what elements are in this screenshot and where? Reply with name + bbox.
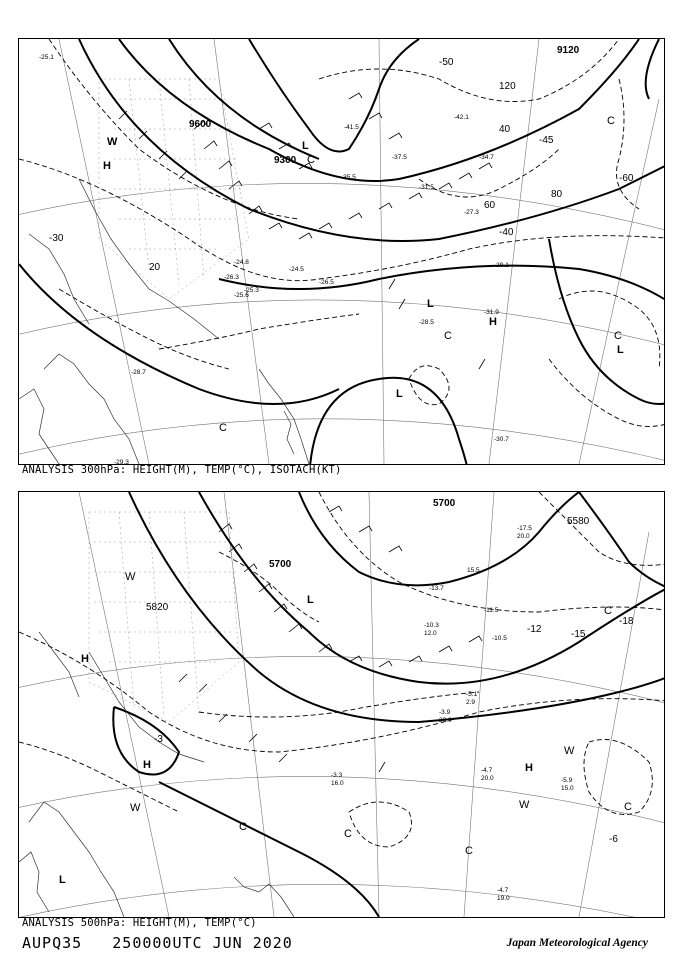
isotach-label: 80 bbox=[551, 189, 563, 200]
height-contour-label: 5700 bbox=[269, 559, 292, 570]
height-contours bbox=[113, 492, 664, 917]
analysis-300hpa-map bbox=[18, 38, 665, 465]
coastline bbox=[19, 179, 309, 464]
station-obs: -31.9 bbox=[484, 309, 499, 316]
station-obs: -10.5 bbox=[492, 635, 507, 642]
temperature-label: -3 bbox=[154, 734, 163, 745]
cold-center: C bbox=[239, 821, 247, 833]
station-obs: -28.7 bbox=[131, 369, 146, 376]
warm-center: W bbox=[107, 136, 118, 148]
station-obs: -24.8 bbox=[234, 259, 249, 266]
high-center: H bbox=[103, 160, 111, 172]
wind-barbs bbox=[119, 93, 492, 369]
bulletin-valid-time: 250000UTC JUN 2020 bbox=[112, 934, 293, 952]
station-obs: -11.5 bbox=[484, 607, 499, 614]
temperature-label: -18 bbox=[619, 616, 634, 627]
station-obs: -3.9 bbox=[439, 709, 451, 716]
warm-center: W bbox=[130, 802, 141, 814]
station-obs: -4.7 bbox=[497, 887, 509, 894]
low-center: L bbox=[59, 874, 66, 886]
isotherms bbox=[19, 39, 664, 427]
agency-name: Japan Meteorological Agency bbox=[506, 937, 648, 949]
warm-center: W bbox=[564, 745, 575, 757]
station-obs: -3.3 bbox=[331, 772, 343, 779]
systems-500 bbox=[59, 571, 632, 886]
height-contour-label: 5700 bbox=[433, 498, 456, 509]
station-obs: 15.0 bbox=[561, 785, 574, 792]
low-center: L bbox=[302, 140, 309, 152]
cold-center: C bbox=[614, 330, 622, 342]
station-obs: -4.7 bbox=[481, 767, 493, 774]
temperature-label: -60 bbox=[619, 173, 634, 184]
station-obs: -31.5 bbox=[419, 184, 434, 191]
caption-300hpa: ANALYSIS 300hPa: HEIGHT(M), TEMP(°C), ISOTACH(KT) bbox=[22, 464, 342, 476]
low-center: L bbox=[307, 594, 314, 606]
height-contours bbox=[19, 39, 664, 464]
station-obs: -29.3 bbox=[114, 459, 129, 464]
station-obs: -35.5 bbox=[341, 174, 356, 181]
cold-center: C bbox=[465, 845, 473, 857]
high-center: H bbox=[489, 316, 497, 328]
station-obs-300 bbox=[39, 54, 509, 464]
analysis-500hpa-map bbox=[18, 491, 665, 918]
station-obs: -25.1 bbox=[39, 54, 54, 61]
cold-center: C bbox=[607, 115, 615, 127]
low-center: L bbox=[396, 388, 403, 400]
hatch-region bbox=[99, 79, 249, 299]
hatch-region bbox=[89, 512, 239, 722]
high-center: H bbox=[143, 759, 151, 771]
station-obs: -26.3 bbox=[224, 274, 239, 281]
station-obs: -27.3 bbox=[464, 209, 479, 216]
station-obs: 16.0 bbox=[331, 780, 344, 787]
temperature-label: -12 bbox=[527, 624, 542, 635]
cold-center: C bbox=[219, 422, 227, 434]
station-obs: 12.0 bbox=[424, 630, 437, 637]
cold-center: C bbox=[604, 605, 612, 617]
station-obs: 20.0 bbox=[439, 717, 452, 724]
isotach-label: 60 bbox=[484, 200, 496, 211]
bulletin-header bbox=[22, 934, 293, 952]
height-contour-label: 5820 bbox=[146, 602, 169, 613]
contour-labels-300 bbox=[49, 45, 634, 273]
isotach-label: 20 bbox=[149, 262, 161, 273]
cold-center: C bbox=[344, 828, 352, 840]
station-obs: 20.0 bbox=[481, 775, 494, 782]
cold-center: C bbox=[307, 154, 315, 166]
map-300hpa-svg bbox=[19, 39, 664, 464]
station-obs: 15.5 bbox=[467, 567, 480, 574]
station-obs: -5.9 bbox=[561, 777, 573, 784]
station-obs: -28.5 bbox=[419, 319, 434, 326]
cold-center: C bbox=[444, 330, 452, 342]
temperature-label: -40 bbox=[499, 227, 514, 238]
bulletin-code: AUPQ35 bbox=[22, 934, 83, 952]
low-center: L bbox=[427, 298, 434, 310]
station-obs: -29.1 bbox=[494, 262, 509, 269]
isotach-label: 40 bbox=[499, 124, 511, 135]
station-obs: -37.5 bbox=[392, 154, 407, 161]
isotach-label: 120 bbox=[499, 81, 516, 92]
height-contour-label: 9600 bbox=[189, 119, 212, 130]
station-obs: 19.0 bbox=[497, 895, 510, 902]
station-obs: 2.9 bbox=[466, 699, 476, 706]
station-obs: -17.5 bbox=[517, 525, 532, 532]
station-obs: 20.0 bbox=[517, 533, 530, 540]
station-obs: -13.7 bbox=[429, 585, 444, 592]
isotherms bbox=[19, 492, 664, 847]
station-obs: -24.5 bbox=[289, 266, 304, 273]
temperature-label: -50 bbox=[439, 57, 454, 68]
station-obs: -30.7 bbox=[494, 436, 509, 443]
low-center: L bbox=[617, 344, 624, 356]
contour-labels-500 bbox=[146, 498, 634, 845]
station-obs: -34.7 bbox=[479, 154, 494, 161]
high-center: H bbox=[81, 653, 89, 665]
cold-center: C bbox=[624, 801, 632, 813]
station-obs: -42.1 bbox=[454, 114, 469, 121]
height-contour-label: 9120 bbox=[557, 45, 580, 56]
temperature-label: -6 bbox=[609, 834, 618, 845]
station-obs: -41.5 bbox=[344, 124, 359, 131]
caption-500hpa: ANALYSIS 500hPa: HEIGHT(M), TEMP(°C) bbox=[22, 917, 257, 929]
station-obs: -25.6 bbox=[234, 292, 249, 299]
station-obs: -26.5 bbox=[319, 279, 334, 286]
map-500hpa-svg bbox=[19, 492, 664, 917]
station-obs: -25.3 bbox=[244, 287, 259, 294]
high-center: H bbox=[525, 762, 533, 774]
station-obs: -5.1 bbox=[466, 691, 478, 698]
warm-center: W bbox=[519, 799, 530, 811]
height-contour-label: 5580 bbox=[567, 516, 590, 527]
temperature-label: -45 bbox=[539, 135, 554, 146]
station-obs: -10.3 bbox=[424, 622, 439, 629]
temperature-label: -15 bbox=[571, 629, 586, 640]
temperature-label: -30 bbox=[49, 233, 64, 244]
height-contour-label: 9300 bbox=[274, 155, 297, 166]
systems-300 bbox=[103, 115, 624, 434]
warm-center: W bbox=[125, 571, 136, 583]
